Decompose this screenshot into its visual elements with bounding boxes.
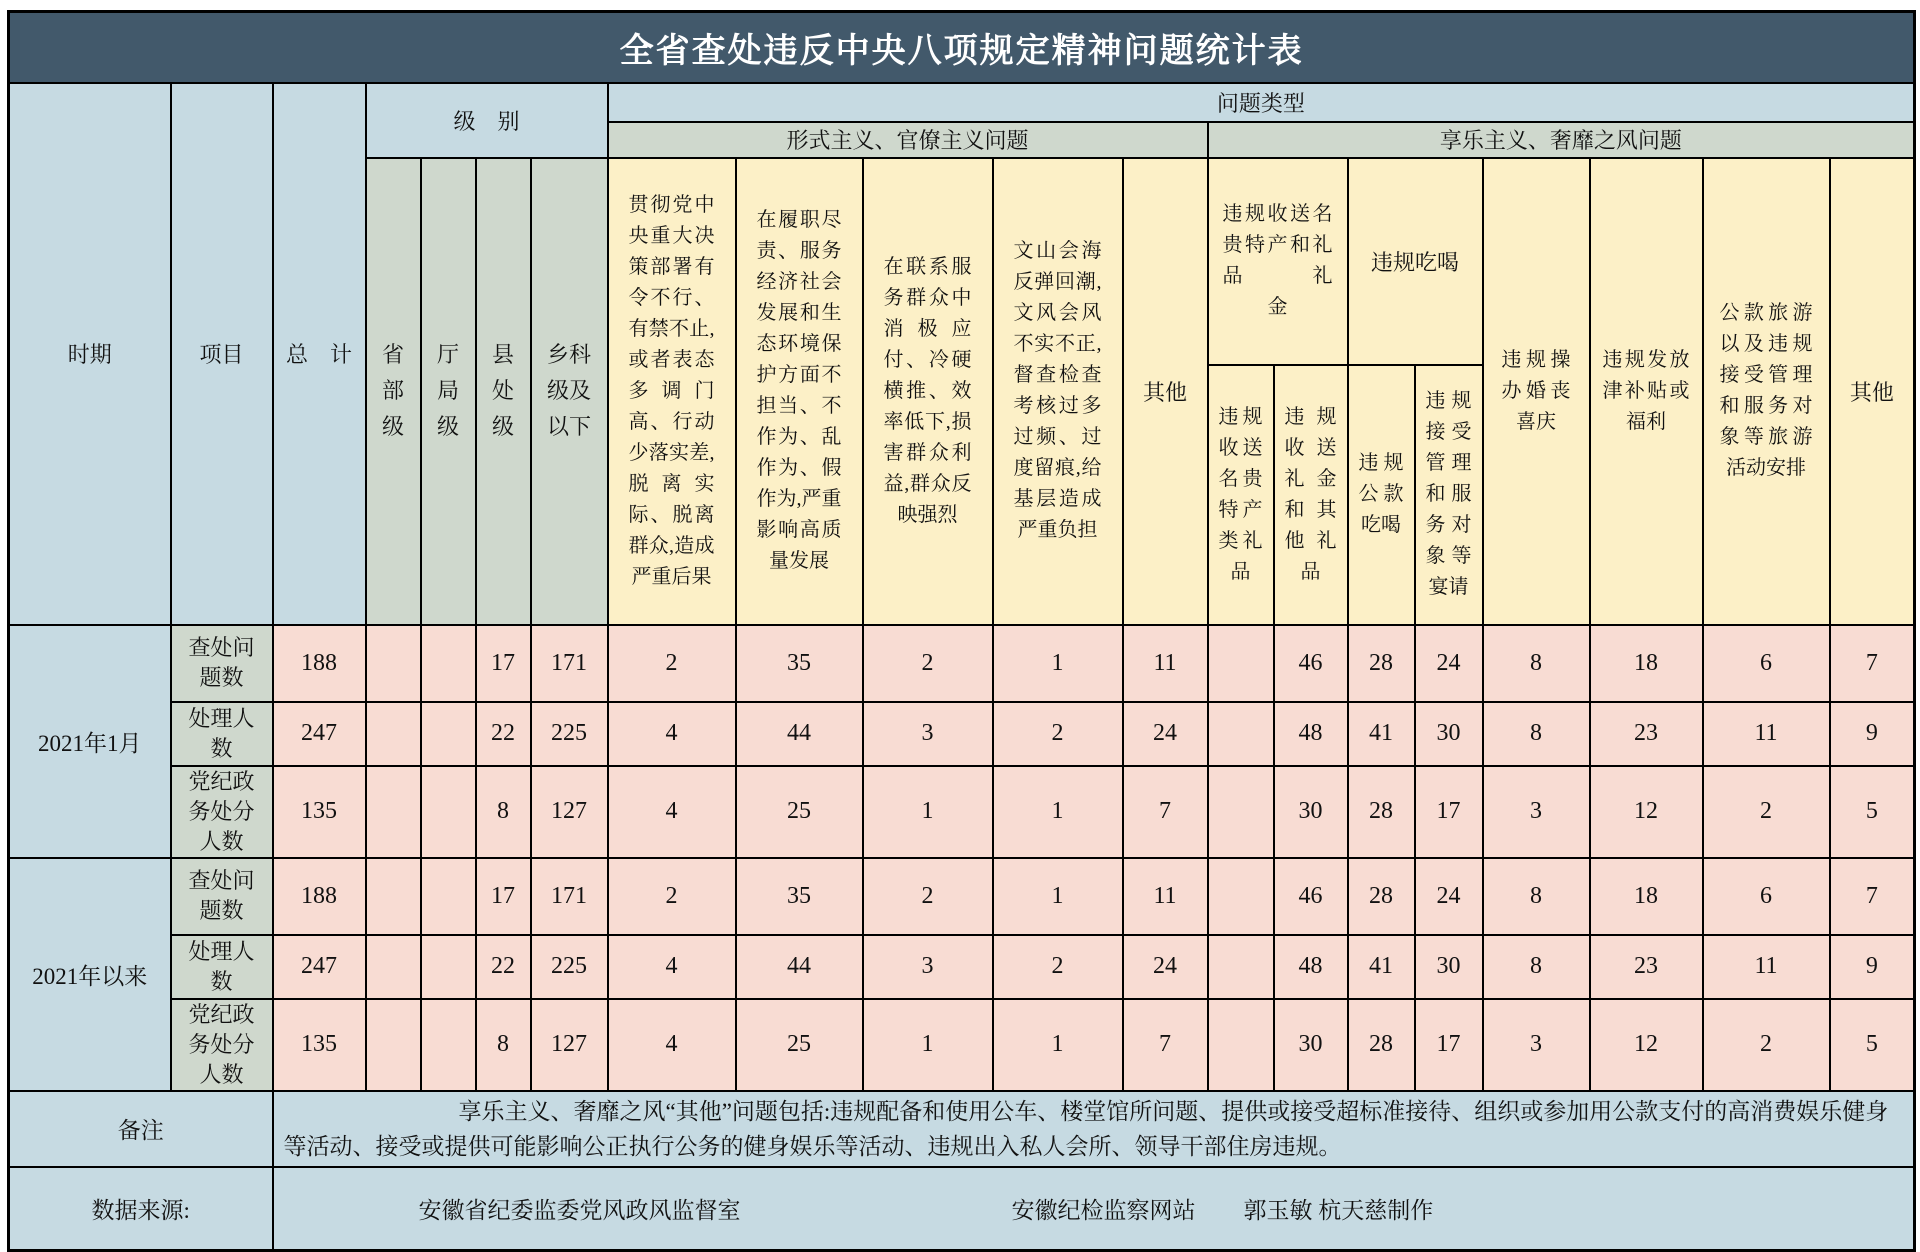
data-cell: 3 (1483, 999, 1590, 1091)
data-cell: 17 (1415, 766, 1483, 858)
data-cell: 7 (1830, 625, 1915, 702)
data-cell: 2 (863, 858, 993, 935)
row-label-cell: 党纪政务处分人数 (171, 766, 273, 858)
data-cell (1208, 999, 1274, 1091)
data-cell: 17 (476, 858, 531, 935)
data-cell: 8 (1483, 625, 1590, 702)
data-cell: 1 (863, 999, 993, 1091)
data-cell: 3 (1483, 766, 1590, 858)
data-cell: 24 (1415, 625, 1483, 702)
data-cell: 8 (476, 999, 531, 1091)
data-cell: 30 (1415, 702, 1483, 766)
data-cell: 135 (273, 999, 366, 1091)
data-cell: 30 (1274, 766, 1348, 858)
header-hedonism-other: 其他 (1830, 158, 1915, 625)
data-cell (1208, 625, 1274, 702)
data-cell: 28 (1348, 625, 1415, 702)
data-cell: 8 (1483, 702, 1590, 766)
source-site: 安徽纪检监察网站 (1011, 1197, 1196, 1223)
data-cell: 135 (273, 766, 366, 858)
data-cell: 24 (1415, 858, 1483, 935)
data-cell (1208, 702, 1274, 766)
data-cell: 2 (863, 625, 993, 702)
source-org: 安徽省纪委监委党风政风监督室 (418, 1197, 741, 1223)
header-gifts-specialty: 违规收送名贵特产类礼品 (1208, 365, 1274, 625)
data-cell: 23 (1590, 935, 1703, 999)
data-cell: 8 (1483, 935, 1590, 999)
data-cell (421, 999, 476, 1091)
header-wedding-funeral: 违规操办婚丧喜庆 (1483, 158, 1590, 625)
header-formalism-group: 形式主义、官僚主义问题 (608, 122, 1208, 158)
row-label-cell: 党纪政务处分人数 (171, 999, 273, 1091)
data-cell (421, 702, 476, 766)
data-cell: 188 (273, 625, 366, 702)
header-level-province: 省部级 (366, 158, 421, 625)
data-cell: 127 (531, 766, 608, 858)
data-cell: 25 (736, 999, 863, 1091)
data-cell: 23 (1590, 702, 1703, 766)
header-period: 时期 (9, 83, 171, 625)
source-content (273, 1167, 1915, 1251)
data-cell: 2 (993, 702, 1123, 766)
source-credits (1012, 1192, 1434, 1225)
row-label-cell: 查处问题数 (171, 625, 273, 702)
header-public-travel: 公款旅游以及违规接受管理和服务对象等旅游活动安排 (1703, 158, 1830, 625)
period-cell: 2021年1月 (9, 625, 171, 858)
data-cell: 127 (531, 999, 608, 1091)
data-cell: 11 (1703, 935, 1830, 999)
header-gifts-money: 违规收送礼金和其他礼品 (1274, 365, 1348, 625)
data-cell: 11 (1123, 858, 1208, 935)
data-cell: 22 (476, 702, 531, 766)
data-cell: 17 (476, 625, 531, 702)
header-dining-group: 违规吃喝 (1348, 158, 1483, 365)
header-formalism-col-3: 在联系服务群众中消极应付、冷硬横推、效率低下,损害群众利益,群众反映强烈 (863, 158, 993, 625)
data-cell: 6 (1703, 625, 1830, 702)
data-cell (421, 625, 476, 702)
data-cell: 7 (1830, 858, 1915, 935)
data-cell: 12 (1590, 766, 1703, 858)
header-formalism-other: 其他 (1123, 158, 1208, 625)
data-cell: 1 (993, 766, 1123, 858)
data-cell: 41 (1348, 935, 1415, 999)
data-cell: 4 (608, 999, 736, 1091)
header-level-department: 厅局级 (421, 158, 476, 625)
source-makers: 郭玉敏 杭天慈制作 (1243, 1197, 1434, 1223)
row-label-cell: 查处问题数 (171, 858, 273, 935)
data-cell (366, 858, 421, 935)
header-formalism-col-2: 在履职尽责、服务经济社会发展和生态环境保护方面不担当、不作为、乱作为、假作为,严重影响高质量发展 (736, 158, 863, 625)
header-hedonism-group: 享乐主义、奢靡之风问题 (1208, 122, 1915, 158)
data-cell: 2 (608, 858, 736, 935)
data-cell: 46 (1274, 625, 1348, 702)
data-cell: 4 (608, 766, 736, 858)
data-cell: 8 (1483, 858, 1590, 935)
header-dining-banquet: 违规接受管理和服务对象等宴请 (1415, 365, 1483, 625)
data-cell: 4 (608, 935, 736, 999)
data-cell: 28 (1348, 766, 1415, 858)
data-cell: 41 (1348, 702, 1415, 766)
data-cell: 22 (476, 935, 531, 999)
source-label: 数据来源: (9, 1167, 273, 1251)
data-cell: 2 (1703, 766, 1830, 858)
data-cell: 11 (1123, 625, 1208, 702)
header-gifts-group: 违规收送名贵特产和礼品 礼金 (1208, 158, 1348, 365)
data-cell: 35 (736, 858, 863, 935)
row-label-cell: 处理人数 (171, 935, 273, 999)
data-cell (1208, 858, 1274, 935)
data-cell: 247 (273, 935, 366, 999)
header-level-group: 级 别 (366, 83, 608, 158)
period-cell: 2021年以来 (9, 858, 171, 1091)
data-cell (366, 935, 421, 999)
data-cell: 7 (1123, 766, 1208, 858)
data-cell (366, 625, 421, 702)
data-cell: 1 (863, 766, 993, 858)
header-item: 项目 (171, 83, 273, 625)
page-title: 全省查处违反中央八项规定精神问题统计表 (9, 12, 1915, 83)
data-cell: 30 (1274, 999, 1348, 1091)
data-cell: 28 (1348, 999, 1415, 1091)
data-cell: 171 (531, 858, 608, 935)
data-cell (366, 766, 421, 858)
data-cell (366, 702, 421, 766)
data-cell: 2 (608, 625, 736, 702)
data-cell: 44 (736, 935, 863, 999)
data-cell (1208, 935, 1274, 999)
data-cell: 30 (1415, 935, 1483, 999)
header-problem-type: 问题类型 (608, 83, 1915, 122)
data-cell: 18 (1590, 625, 1703, 702)
header-dining-public-funds: 违规公款吃喝 (1348, 365, 1415, 625)
header-level-township: 乡科级及以下 (531, 158, 608, 625)
row-label-cell: 处理人数 (171, 702, 273, 766)
data-cell: 5 (1830, 999, 1915, 1091)
data-cell: 3 (863, 702, 993, 766)
data-cell: 3 (863, 935, 993, 999)
data-cell: 25 (736, 766, 863, 858)
data-cell (421, 858, 476, 935)
header-total: 总 计 (273, 83, 366, 625)
source-line (274, 1192, 1914, 1225)
data-cell: 247 (273, 702, 366, 766)
data-cell: 24 (1123, 702, 1208, 766)
data-cell: 9 (1830, 702, 1915, 766)
data-cell: 1 (993, 999, 1123, 1091)
data-cell: 7 (1123, 999, 1208, 1091)
data-cell: 28 (1348, 858, 1415, 935)
header-formalism-col-1: 贯彻党中央重大决策部署有令不行、有禁不止,或者表态多调门高、行动少落实差,脱离实际、脱离群众,造成严重后果 (608, 158, 736, 625)
data-cell: 46 (1274, 858, 1348, 935)
data-cell (1208, 766, 1274, 858)
data-cell: 1 (993, 625, 1123, 702)
data-cell: 1 (993, 858, 1123, 935)
data-cell: 225 (531, 935, 608, 999)
data-cell: 8 (476, 766, 531, 858)
data-cell: 2 (993, 935, 1123, 999)
remark-label: 备注 (9, 1091, 273, 1167)
data-cell: 35 (736, 625, 863, 702)
data-cell: 9 (1830, 935, 1915, 999)
data-cell: 48 (1274, 702, 1348, 766)
header-level-county: 县处级 (476, 158, 531, 625)
data-cell: 11 (1703, 702, 1830, 766)
data-cell: 171 (531, 625, 608, 702)
data-cell (421, 766, 476, 858)
remark-text: 享乐主义、奢靡之风“其他”问题包括:违规配备和使用公车、楼堂馆所问题、提供或接受超标准接待、组织或参加用公款支付的高消费娱乐健身等活动、接受或提供可能影响公正执行公务的健身娱乐等活动、违规出入私人会所、领导干部住房违规。 (273, 1091, 1915, 1167)
data-cell: 17 (1415, 999, 1483, 1091)
data-cell (366, 999, 421, 1091)
data-cell: 6 (1703, 858, 1830, 935)
header-formalism-col-4: 文山会海反弹回潮,文风会风不实不正,督查检查考核过多过频、过度留痕,给基层造成严重负担 (993, 158, 1123, 625)
data-cell: 24 (1123, 935, 1208, 999)
statistics-table (7, 10, 1916, 1252)
data-cell: 188 (273, 858, 366, 935)
header-allowances: 违规发放津补贴或福利 (1590, 158, 1703, 625)
data-cell: 5 (1830, 766, 1915, 858)
data-cell: 48 (1274, 935, 1348, 999)
data-cell (421, 935, 476, 999)
data-cell: 225 (531, 702, 608, 766)
data-cell: 18 (1590, 858, 1703, 935)
data-cell: 2 (1703, 999, 1830, 1091)
data-cell: 44 (736, 702, 863, 766)
data-cell: 4 (608, 702, 736, 766)
data-cell: 12 (1590, 999, 1703, 1091)
